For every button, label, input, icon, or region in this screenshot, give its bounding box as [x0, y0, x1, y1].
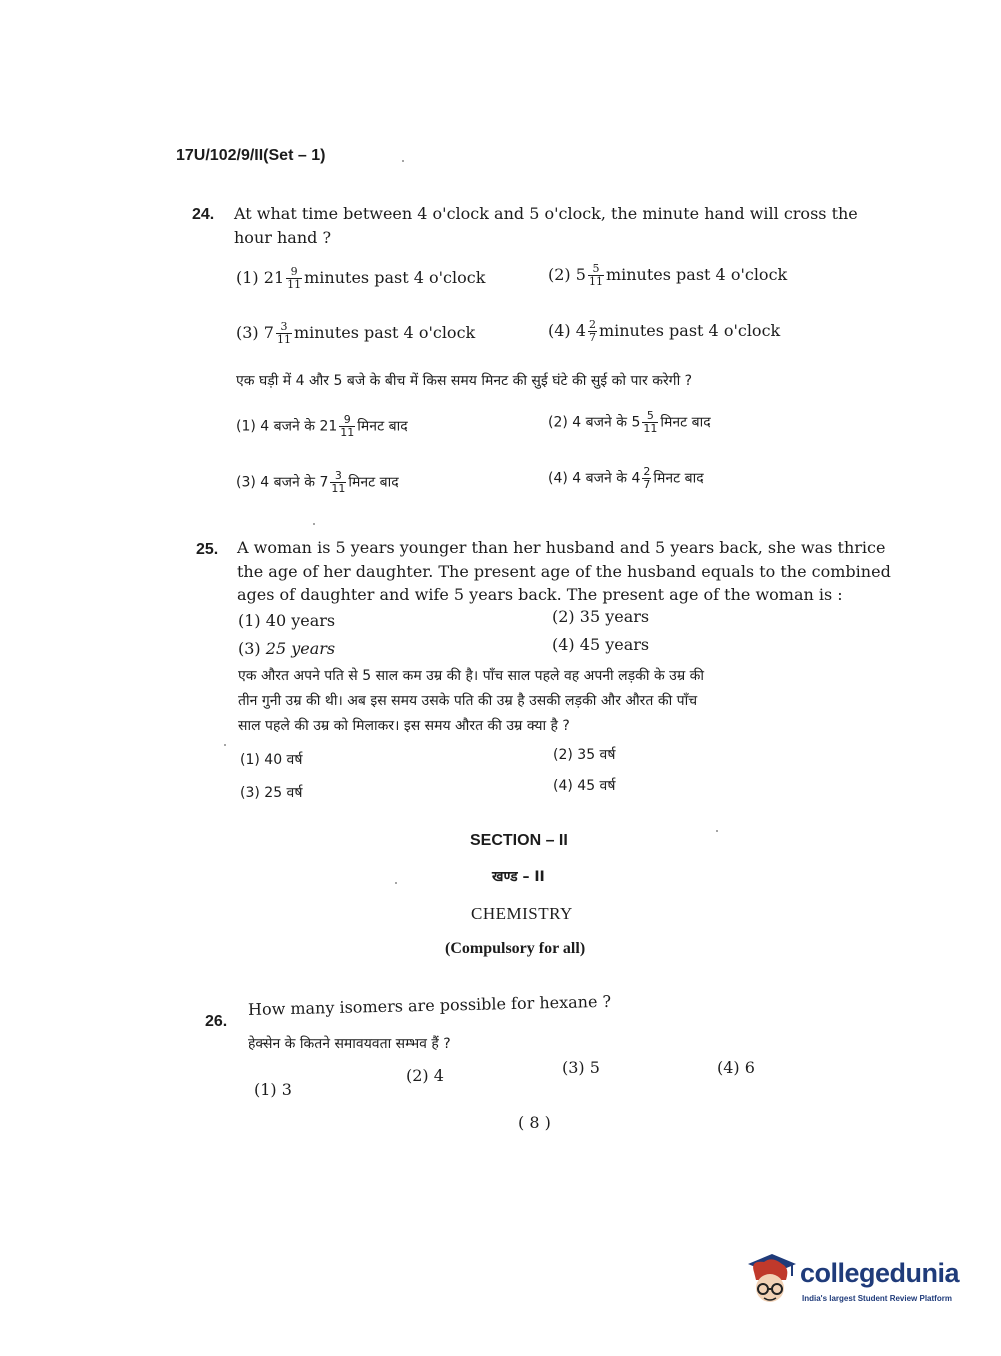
fraction: $\frac{9}{11}$: [287, 265, 302, 291]
q24-hindi-option-4: (4) 4 बजने के 4 $\frac{2}{7}$ मिनट बाद: [548, 465, 704, 491]
question-25-hindi-line-2: तीन गुनी उम्र की थी। अब इस समय उसके पति की उम्र है उसकी लड़की और औरत की पाँच: [238, 693, 698, 709]
q25-option-1: (1) 40 years: [238, 611, 336, 630]
scan-speck: [402, 160, 404, 162]
fraction: $\frac{3}{11}$: [276, 320, 291, 346]
section-title: SECTION – II: [470, 832, 568, 849]
question-25-text-line-2: the age of her daughter. The present age of the husband equals to the combined: [237, 562, 891, 581]
fraction: $\frac{3}{11}$: [331, 469, 346, 495]
subject-note: (Compulsory for all): [445, 940, 586, 957]
scan-speck: [313, 523, 315, 525]
fraction: $\frac{9}{11}$: [340, 413, 355, 439]
collegedunia-watermark: [742, 1250, 967, 1310]
fraction: $\frac{2}{7}$: [588, 318, 596, 344]
fraction: $\frac{2}{7}$: [643, 465, 651, 491]
q26-option-2: (2) 4: [406, 1066, 444, 1085]
q25-hindi-option-3: (3) 25 वर्ष: [240, 785, 303, 801]
question-26-text: How many isomers are possible for hexane ?: [247, 991, 612, 1019]
subject-title: CHEMISTRY: [471, 904, 573, 923]
q26-option-4: (4) 6: [717, 1058, 755, 1077]
question-26-hindi-text: हेक्सेन के कितने समावयवता सम्भव हैं ?: [248, 1036, 451, 1052]
q25-hindi-option-2: (2) 35 वर्ष: [553, 747, 616, 763]
q25-option-3: (3) 25 years: [238, 639, 336, 658]
q24-option-1: (1) 21 $\frac{9}{11}$ minutes past 4 o'clock: [236, 265, 486, 291]
scan-speck: [224, 744, 226, 746]
question-25-hindi-line-1: एक औरत अपने पति से 5 साल कम उम्र की है। पाँच साल पहले वह अपनी लड़की के उम्र की: [238, 668, 705, 684]
q24-option-3: (3) 7 $\frac{3}{11}$ minutes past 4 o'clock: [236, 320, 476, 346]
q26-option-3: (3) 5: [562, 1058, 600, 1077]
brand-tagline: India's largest Student Review Platform: [802, 1294, 952, 1303]
exam-code: 17U/102/9/II(Set – 1): [176, 147, 326, 164]
scan-speck: [395, 882, 397, 884]
page-number: ( 8 ): [518, 1113, 551, 1132]
question-25-number: 25.: [196, 541, 219, 558]
q25-option-4: (4) 45 years: [552, 635, 650, 654]
q25-hindi-option-4: (4) 45 वर्ष: [553, 778, 616, 794]
brand-name: collegedunia: [800, 1258, 960, 1288]
question-25-text-line-3: ages of daughter and wife 5 years back. The present age of the woman is :: [237, 585, 843, 604]
question-24-text-line-2: hour hand ?: [234, 228, 332, 247]
q24-hindi-option-1: (1) 4 बजने के 21 $\frac{9}{11}$ मिनट बाद: [236, 413, 408, 439]
question-24-hindi-text: एक घड़ी में 4 और 5 बजे के बीच में किस समय मिनट की सुई घंटे की सुई को पार करेगी ?: [236, 373, 693, 389]
q26-option-1: (1) 3: [254, 1080, 292, 1099]
q24-hindi-option-3: (3) 4 बजने के 7 $\frac{3}{11}$ मिनट बाद: [236, 469, 399, 495]
question-24-text-line-1: At what time between 4 o'clock and 5 o'clock, the minute hand will cross the: [234, 204, 858, 223]
question-25-text-line-1: A woman is 5 years younger than her husband and 5 years back, she was thrice: [237, 538, 886, 557]
question-26-number: 26.: [205, 1013, 228, 1030]
q24-hindi-option-2: (2) 4 बजने के 5 $\frac{5}{11}$ मिनट बाद: [548, 409, 711, 435]
fraction: $\frac{5}{11}$: [588, 262, 603, 288]
q25-hindi-option-1: (1) 40 वर्ष: [240, 752, 303, 768]
scan-speck: [716, 830, 718, 832]
fraction: $\frac{5}{11}$: [643, 409, 658, 435]
q25-option-2: (2) 35 years: [552, 607, 650, 626]
question-24-number: 24.: [192, 206, 215, 223]
mascot-icon: [742, 1250, 798, 1308]
section-hindi-title: खण्ड – II: [492, 869, 545, 885]
q24-option-2: (2) 5 $\frac{5}{11}$ minutes past 4 o'clock: [548, 262, 788, 288]
question-25-hindi-line-3: साल पहले की उम्र को मिलाकर। इस समय औरत की उम्र क्या है ?: [238, 718, 570, 734]
q24-option-4: (4) 4 $\frac{2}{7}$ minutes past 4 o'clock: [548, 318, 781, 344]
